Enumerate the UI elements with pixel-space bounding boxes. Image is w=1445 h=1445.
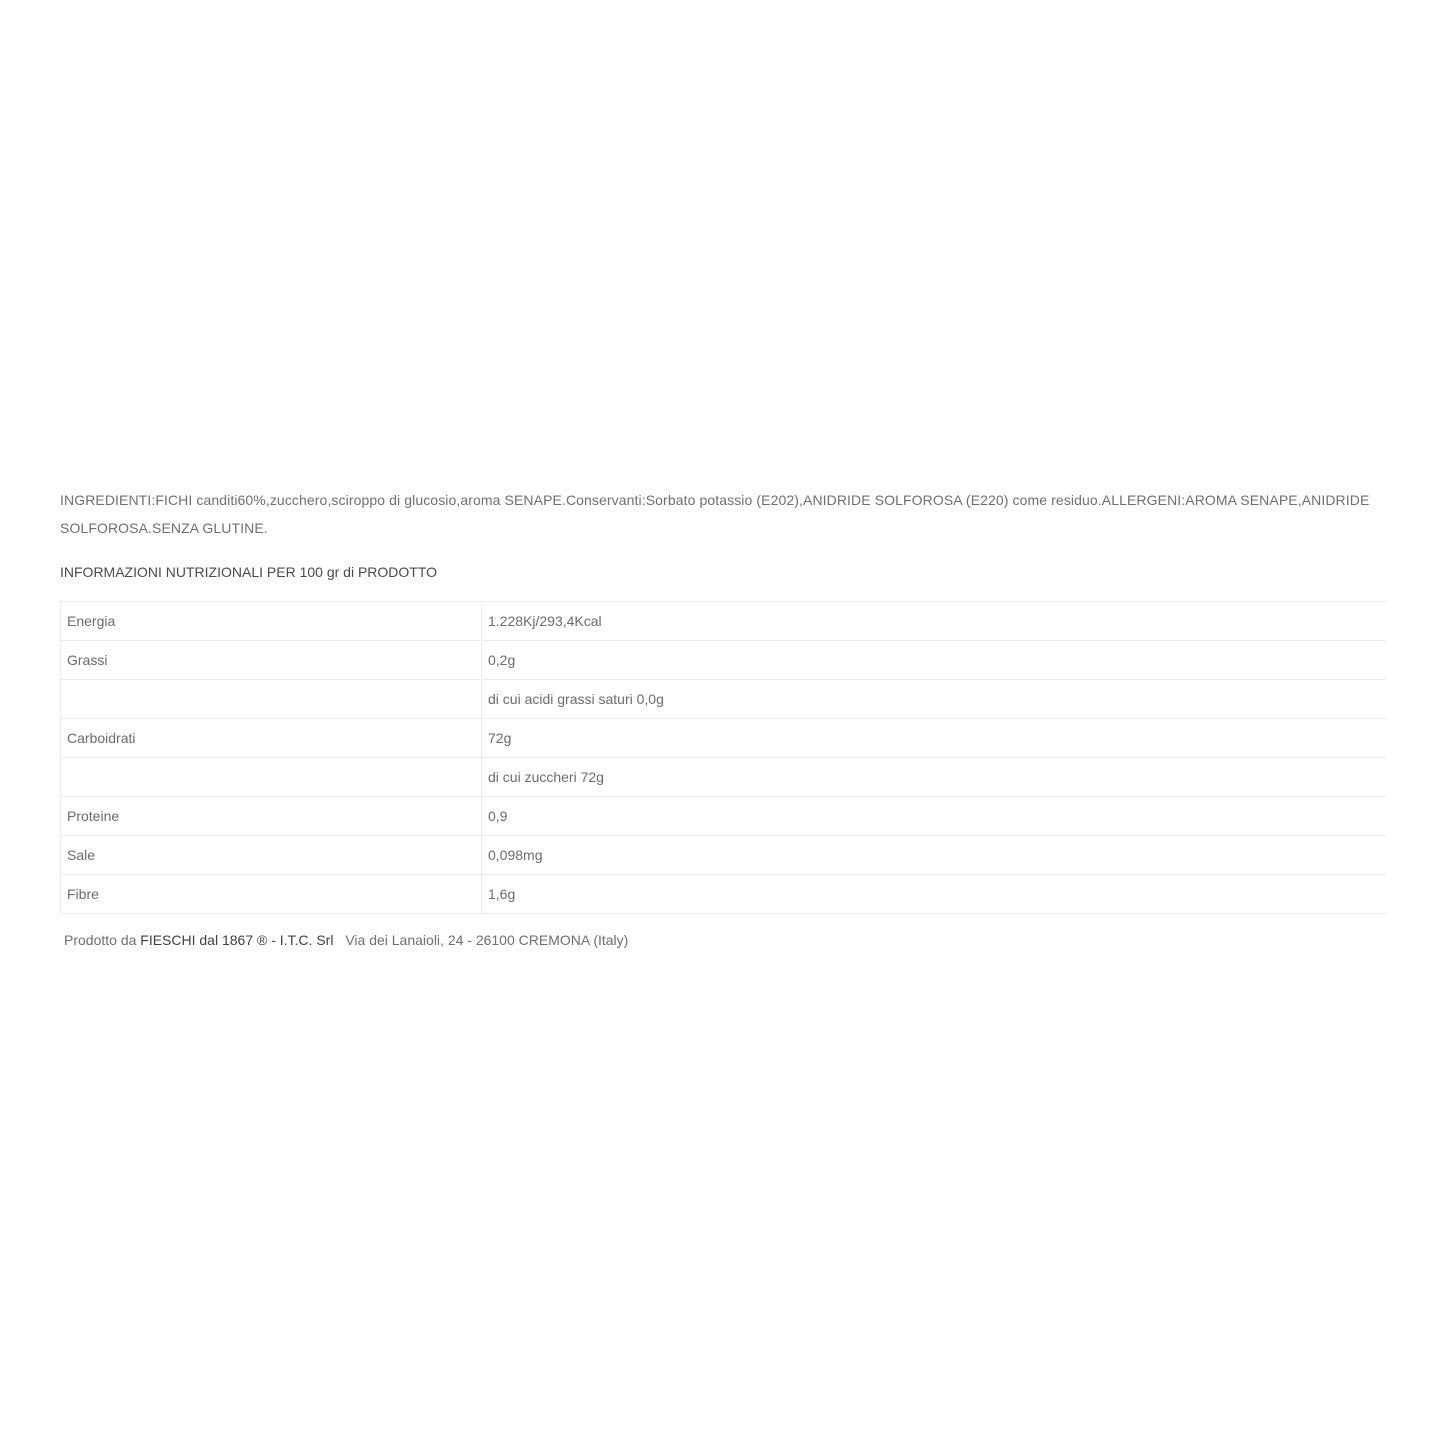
product-info-section bbox=[60, 486, 1386, 948]
table-row bbox=[61, 758, 1387, 797]
nutrient-value: 72g bbox=[482, 719, 1387, 758]
nutrition-table bbox=[60, 601, 1386, 914]
nutrient-value: di cui zuccheri 72g bbox=[482, 758, 1387, 797]
nutrient-value: 1.228Kj/293,4Kcal bbox=[482, 602, 1387, 641]
nutrient-value: 0,2g bbox=[482, 641, 1387, 680]
nutrient-name: Proteine bbox=[61, 797, 482, 836]
nutrient-name: Fibre bbox=[61, 875, 482, 914]
nutrient-name bbox=[61, 680, 482, 719]
nutrient-name bbox=[61, 758, 482, 797]
producer-prefix: Prodotto da bbox=[64, 932, 137, 948]
ingredients-text: INGREDIENTI:FICHI canditi60%,zucchero,sciroppo di glucosio,aroma SENAPE.Conservanti:Sorbato potassio (E202),ANIDRIDE SOLFOROSA (E220) come residuo.ALLERGENI:AROMA SENAPE,ANIDRIDE SOLFOROSA.SENZA GLUTINE. bbox=[60, 492, 1370, 536]
table-row bbox=[61, 680, 1387, 719]
nutrient-value: di cui acidi grassi saturi 0,0g bbox=[482, 680, 1387, 719]
table-row bbox=[61, 719, 1387, 758]
producer-company: FIESCHI dal 1867 ® - I.T.C. Srl bbox=[140, 932, 334, 948]
producer-line bbox=[64, 932, 1386, 948]
table-row bbox=[61, 836, 1387, 875]
table-row bbox=[61, 641, 1387, 680]
nutrient-name: Sale bbox=[61, 836, 482, 875]
nutrient-name: Energia bbox=[61, 602, 482, 641]
nutrition-heading: INFORMAZIONI NUTRIZIONALI PER 100 gr di PRODOTTO bbox=[60, 564, 438, 580]
nutrient-value: 1,6g bbox=[482, 875, 1387, 914]
nutrient-value: 0,9 bbox=[482, 797, 1387, 836]
table-row bbox=[61, 797, 1387, 836]
nutrient-name: Carboidrati bbox=[61, 719, 482, 758]
nutrient-name: Grassi bbox=[61, 641, 482, 680]
producer-address: Via dei Lanaioli, 24 - 26100 CREMONA (Italy) bbox=[345, 932, 629, 948]
table-row bbox=[61, 875, 1387, 914]
table-row bbox=[61, 602, 1387, 641]
nutrient-value: 0,098mg bbox=[482, 836, 1387, 875]
